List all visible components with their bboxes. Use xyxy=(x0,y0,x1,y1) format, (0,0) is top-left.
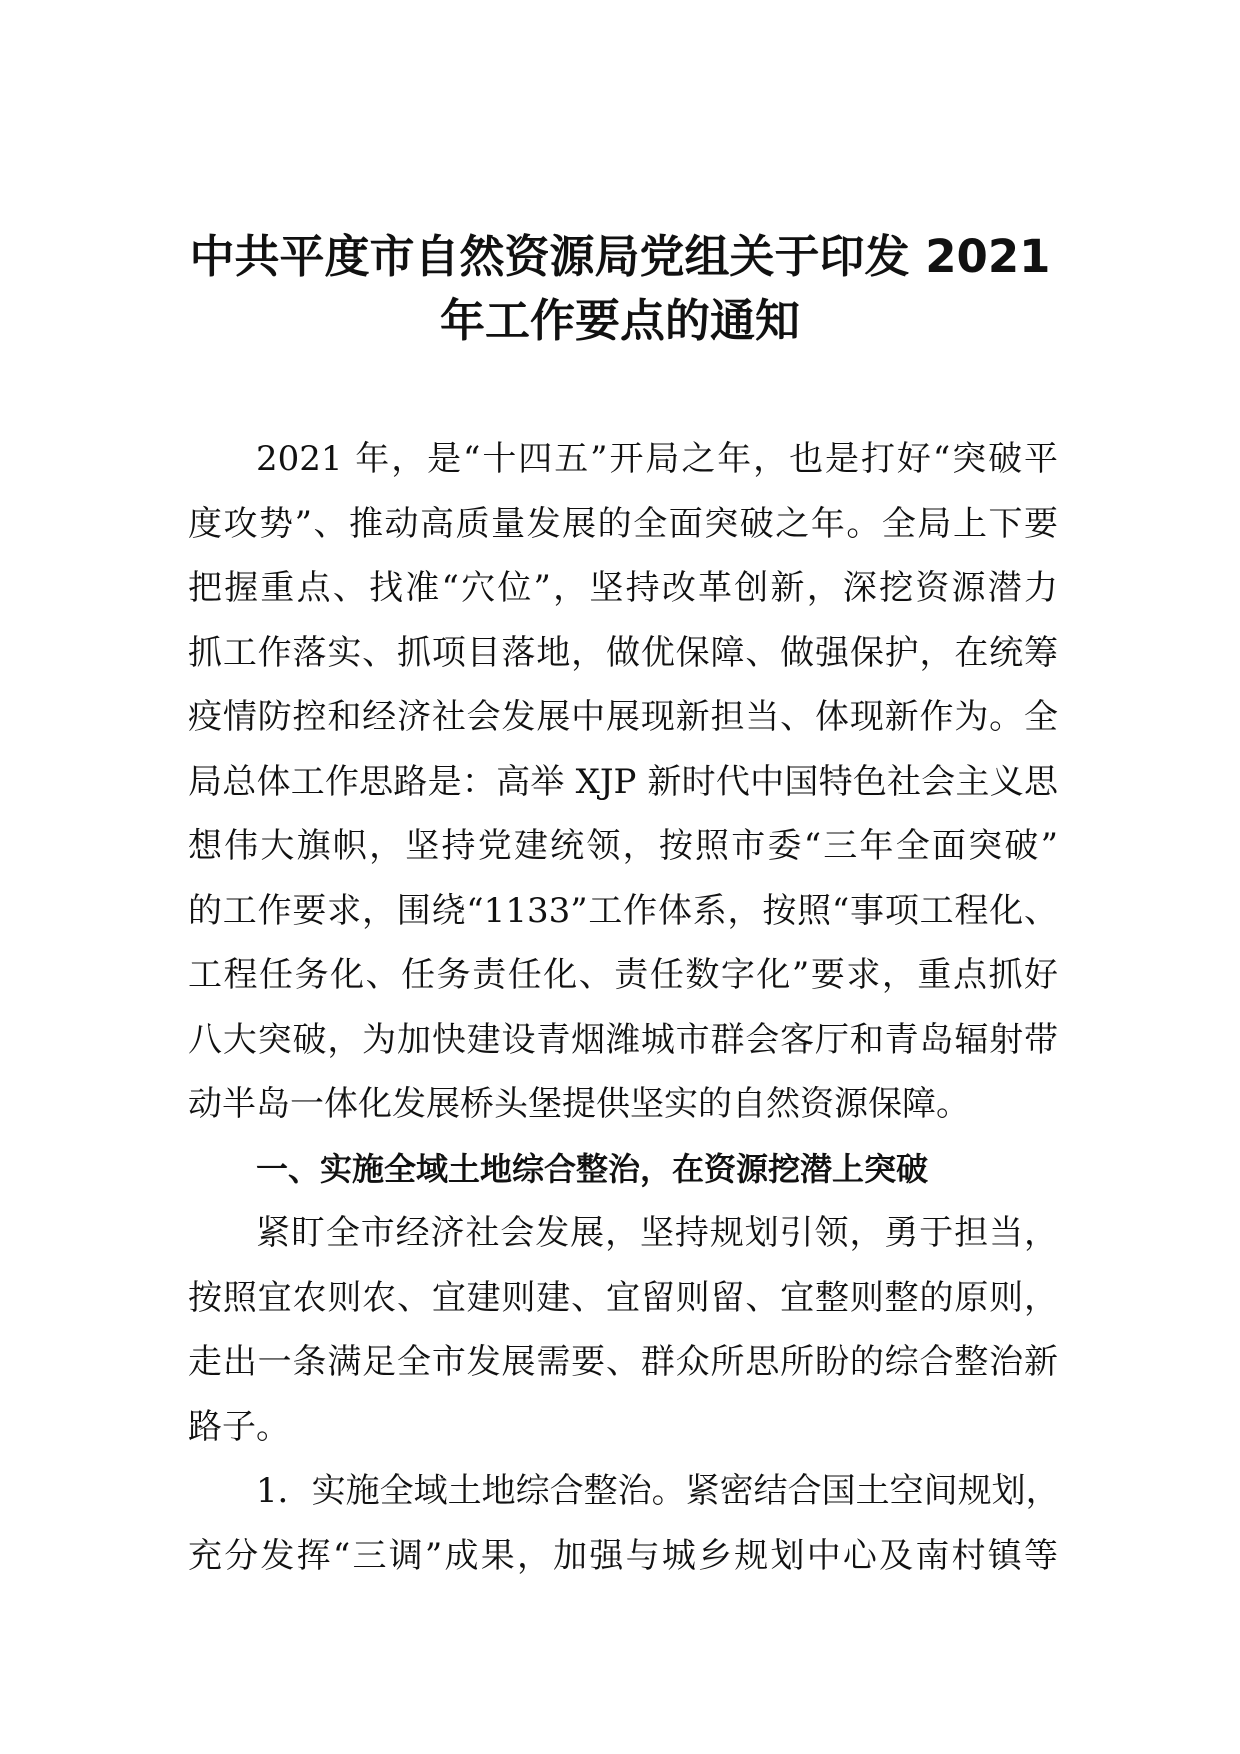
item-1-line-1: 1．实施全域土地综合整治。紧密结合国土空间规划， xyxy=(256,1471,1060,1511)
intro-paragraph xyxy=(188,427,1058,1137)
intro-line-1: 2021 年，是“十四五”开局之年，也是打好“突破平 xyxy=(256,439,1058,479)
intro-line-6: 局总体工作思路是：高举 XJP 新时代中国特色社会主义思 xyxy=(188,761,1058,802)
intro-line-10: 八大突破，为加快建设青烟潍城市群会客厅和青岛辐射带 xyxy=(188,1019,1058,1060)
section-1-paragraph xyxy=(188,1201,1058,1459)
section-1-heading: 一、实施全域土地综合整治，在资源挖潜上突破 xyxy=(256,1149,929,1188)
item-1-line-2: 充分发挥“三调”成果，加强与城乡规划中心及南村镇等 xyxy=(188,1535,1058,1576)
section-1-line-2: 按照宜农则农、宜建则建、宜留则留、宜整则整的原则， xyxy=(188,1277,1058,1318)
intro-line-9: 工程任务化、任务责任化、责任数字化”要求，重点抓好 xyxy=(188,955,1058,995)
section-1-line-1: 紧盯全市经济社会发展，坚持规划引领，勇于担当， xyxy=(256,1213,1058,1253)
section-1-line-3: 走出一条满足全市发展需要、群众所思所盼的综合整治新 xyxy=(188,1342,1058,1382)
intro-line-2: 度攻势”、推动高质量发展的全面突破之年。全局上下要 xyxy=(188,503,1058,544)
title-line-2: 年工作要点的通知 xyxy=(439,294,800,347)
title-line-1: 中共平度市自然资源局党组关于印发 2021 xyxy=(189,230,1051,283)
item-1-paragraph xyxy=(188,1459,1058,1588)
intro-line-5: 疫情防控和经济社会发展中展现新担当、体现新作为。全 xyxy=(188,697,1058,737)
document-body xyxy=(188,427,1058,1588)
document-title xyxy=(140,225,1100,353)
intro-line-8: 的工作要求，围绕“1133”工作体系，按照“事项工程化、 xyxy=(188,890,1058,931)
intro-line-7: 想伟大旗帜，坚持党建统领，按照市委“三年全面突破” xyxy=(188,826,1058,866)
intro-line-4: 抓工作落实、抓项目落地，做优保障、做强保护，在统筹 xyxy=(188,632,1058,673)
section-1-line-4: 路子。 xyxy=(188,1406,290,1447)
intro-line-3: 把握重点、找准“穴位”，坚持改革创新，深挖资源潜力 xyxy=(188,568,1058,608)
intro-line-11: 动半岛一体化发展桥头堡提供坚实的自然资源保障。 xyxy=(188,1084,970,1124)
